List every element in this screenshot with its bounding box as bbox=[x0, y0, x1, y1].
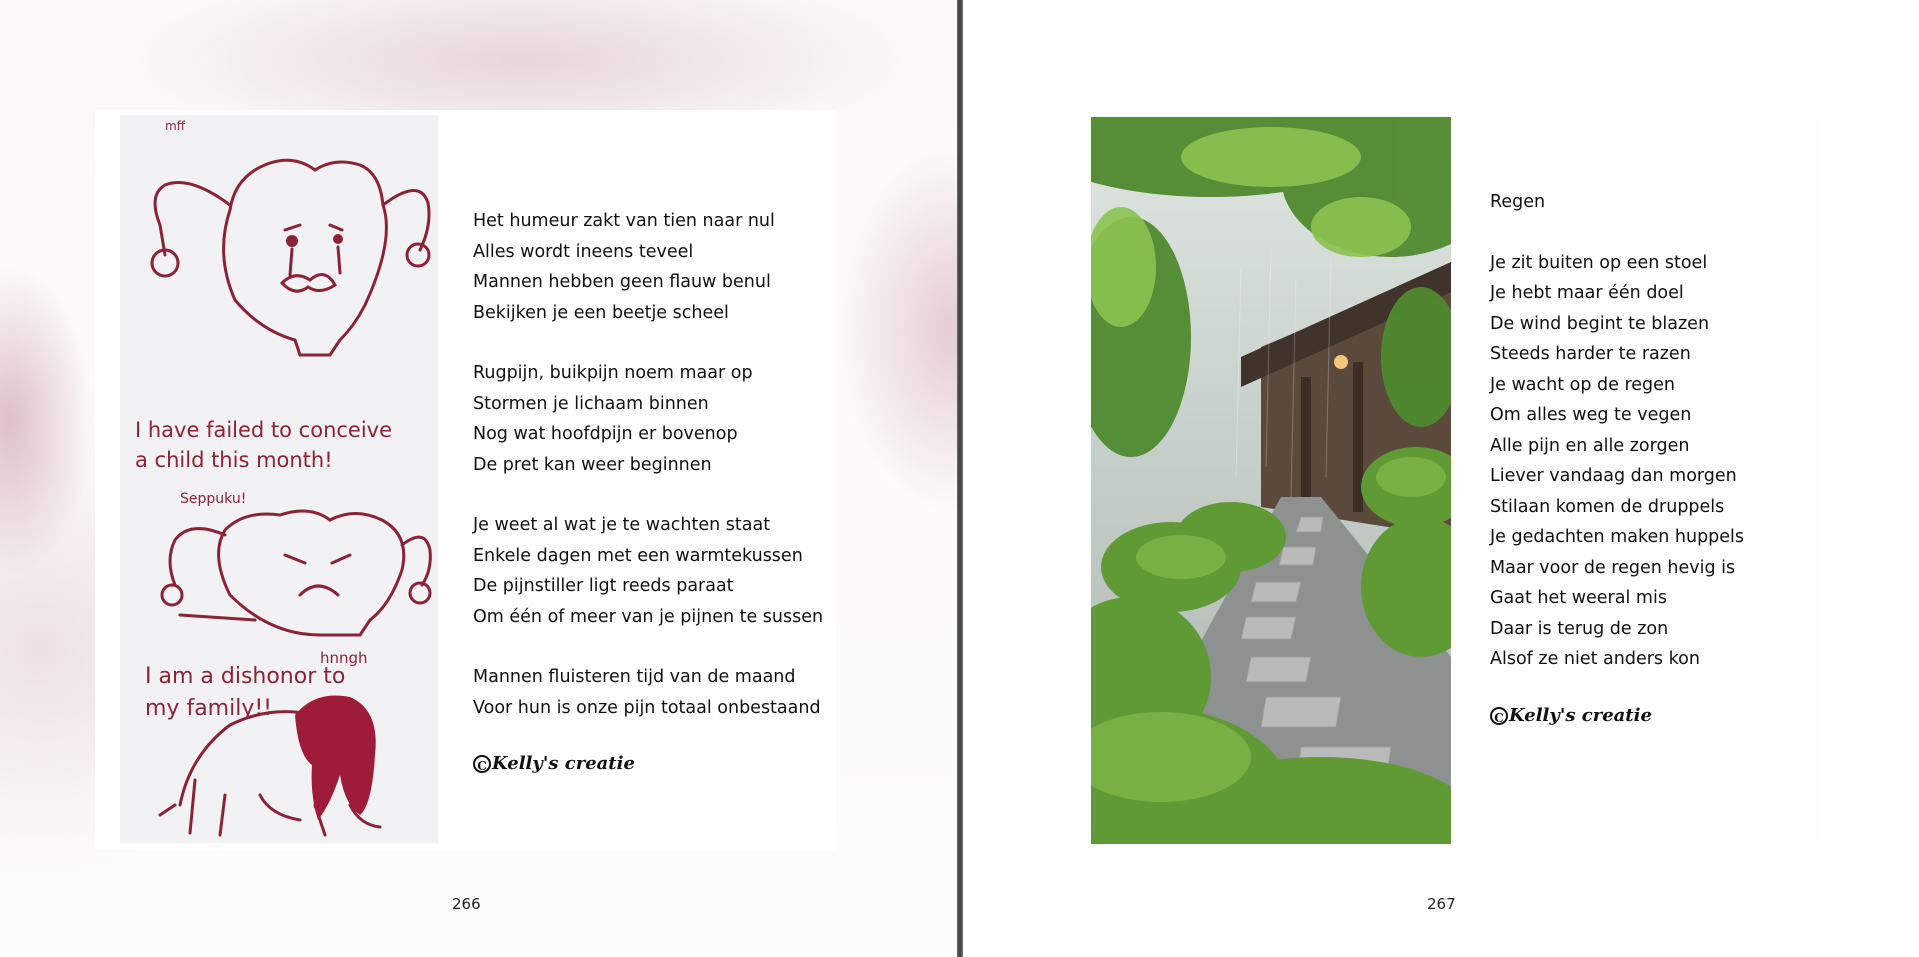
poem-line: Je gedachten maken huppels bbox=[1490, 527, 1745, 547]
left-poem-stanza-3 bbox=[473, 510, 833, 632]
poem-line: Enkele dagen met een warmtekussen bbox=[473, 545, 803, 566]
poem-line: Alles wordt ineens teveel bbox=[473, 241, 694, 262]
rain-path-photo bbox=[1091, 117, 1451, 844]
poem-line: Daar is terug de zon bbox=[1490, 618, 1669, 639]
right-poem bbox=[1490, 187, 1820, 726]
poem-line: De pret kan weer beginnen bbox=[473, 454, 712, 475]
poem-line: Bekijken je een beetje scheel bbox=[473, 302, 729, 323]
cartoon-caption-2-line-2: my family!! bbox=[145, 696, 272, 721]
left-content-card bbox=[95, 110, 836, 850]
poem-line: Om alles weg te vegen bbox=[1490, 405, 1692, 425]
poem-line: Gaat het weeral mis bbox=[1490, 588, 1667, 608]
poem-line: Voor hun is onze pijn totaal onbestaand bbox=[473, 697, 821, 718]
left-credit-text: Kelly's creatie bbox=[492, 753, 635, 774]
cartoon-drawing bbox=[120, 115, 438, 843]
poem-line: Stilaan komen de druppels bbox=[1490, 496, 1725, 517]
rain-garden-illustration bbox=[1091, 117, 1451, 844]
left-poem-stanza-2 bbox=[473, 358, 833, 480]
poem-line: Je wacht op de regen bbox=[1490, 374, 1676, 395]
copyright-icon: C bbox=[473, 755, 491, 773]
right-credit bbox=[1490, 705, 1820, 726]
poem-line: Steeds harder te razen bbox=[1490, 344, 1691, 364]
cartoon-sound-2: Seppuku! bbox=[180, 491, 247, 507]
right-content-card bbox=[1451, 117, 1821, 844]
left-poem-stanza-4 bbox=[473, 662, 833, 723]
poem-line: Je weet al wat je te wachten staat bbox=[473, 515, 771, 535]
poem-title: Regen bbox=[1490, 192, 1546, 212]
poem-line: Mannen fluisteren tijd van de maand bbox=[473, 667, 796, 687]
cartoon-caption-1-line-1: I have failed to conceive bbox=[135, 418, 393, 442]
cartoon-caption-2-line-1: I am a dishonor to bbox=[145, 664, 346, 689]
copyright-icon: C bbox=[1490, 707, 1508, 725]
cartoon-sound-1: mff bbox=[165, 119, 185, 133]
page-number-right: 267 bbox=[1427, 895, 1456, 913]
poem-line: Mannen hebben geen flauw benul bbox=[473, 272, 771, 292]
cartoon-sound-3: hnngh bbox=[320, 649, 368, 667]
left-poem-stanza-1 bbox=[473, 206, 833, 328]
poem-line: Stormen je lichaam binnen bbox=[473, 393, 709, 414]
right-page bbox=[963, 0, 1919, 957]
poem-line: De wind begint te blazen bbox=[1490, 313, 1710, 334]
poem-line: De pijnstiller ligt reeds paraat bbox=[473, 576, 734, 596]
left-page bbox=[0, 0, 957, 957]
right-credit-text: Kelly's creatie bbox=[1509, 704, 1652, 726]
right-poem-lines bbox=[1490, 248, 1820, 675]
poem-line: Rugpijn, buikpijn noem maar op bbox=[473, 363, 753, 383]
poem-line: Alsof ze niet anders kon bbox=[1490, 649, 1700, 669]
poem-line: Maar voor de regen hevig is bbox=[1490, 557, 1736, 578]
poem-line: Je hebt maar één doel bbox=[1490, 283, 1684, 303]
left-poem bbox=[473, 206, 833, 774]
poem-line: Om één of meer van je pijnen te sussen bbox=[473, 606, 824, 627]
cartoon-caption-1-line-2: a child this month! bbox=[135, 448, 333, 472]
poem-line: Nog wat hoofdpijn er bovenop bbox=[473, 424, 738, 444]
left-credit bbox=[473, 753, 833, 774]
poem-line: Je zit buiten op een stoel bbox=[1490, 252, 1708, 273]
cartoon-illustration bbox=[120, 115, 438, 843]
page-number-left: 266 bbox=[452, 895, 481, 913]
poem-line: Het humeur zakt van tien naar nul bbox=[473, 211, 775, 231]
poem-line: Liever vandaag dan morgen bbox=[1490, 466, 1737, 486]
poem-line: Alle pijn en alle zorgen bbox=[1490, 435, 1690, 456]
